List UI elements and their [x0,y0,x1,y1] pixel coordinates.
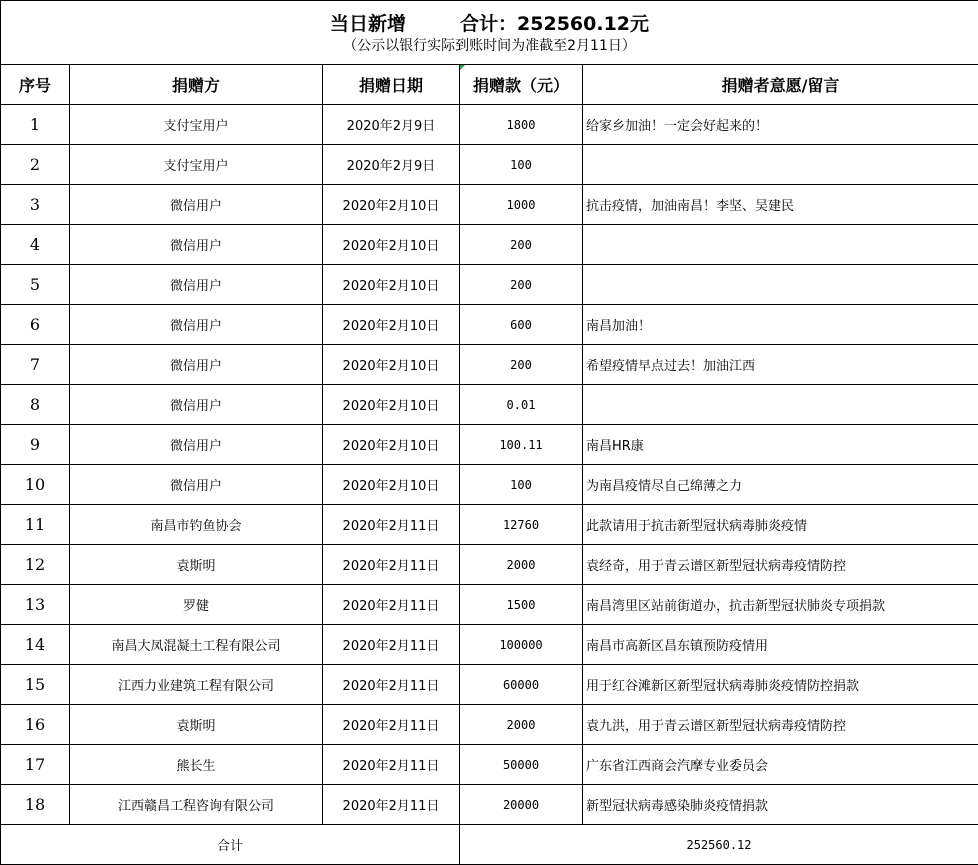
cell-message: 希望疫情早点过去！加油江西 [583,345,978,385]
cell-message: 袁经奇，用于青云谱区新型冠状病毒疫情防控 [583,545,978,585]
total-label: 合计 [1,825,460,865]
cell-donor: 微信用户 [70,305,323,345]
cell-donor: 微信用户 [70,185,323,225]
table-row [1,585,978,625]
cell-amount: 1800 [460,105,583,145]
header-donor: 捐赠方 [70,65,323,105]
cell-donor: 袁斯明 [70,705,323,745]
cell-date: 2020年2月10日 [323,465,460,505]
cell-seq: 1 [1,105,70,145]
header-message: 捐赠者意愿/留言 [583,65,978,105]
cell-date: 2020年2月10日 [323,185,460,225]
cell-date: 2020年2月10日 [323,385,460,425]
cell-amount: 60000 [460,665,583,705]
header-seq: 序号 [1,65,70,105]
cell-date: 2020年2月11日 [323,665,460,705]
cell-date: 2020年2月11日 [323,545,460,585]
cell-seq: 12 [1,545,70,585]
cell-donor: 南昌市钓鱼协会 [70,505,323,545]
cell-date: 2020年2月10日 [323,425,460,465]
cell-donor: 微信用户 [70,425,323,465]
cell-seq: 5 [1,265,70,305]
table-row [1,105,978,145]
cell-date: 2020年2月10日 [323,265,460,305]
cell-message: 广东省江西商会汽摩专业委员会 [583,745,978,785]
cell-seq: 16 [1,705,70,745]
cell-amount: 600 [460,305,583,345]
cell-seq: 15 [1,665,70,705]
title-label: 当日新增 [330,12,407,35]
page-title [1,11,978,37]
cell-amount: 100.11 [460,425,583,465]
table-row [1,545,978,585]
cell-message [583,225,978,265]
cell-message: 南昌加油！ [583,305,978,345]
table-row [1,225,978,265]
table-row [1,345,978,385]
table-row [1,665,978,705]
cell-message: 南昌市高新区昌东镇预防疫情用 [583,625,978,665]
cell-date: 2020年2月11日 [323,745,460,785]
cell-date: 2020年2月10日 [323,225,460,265]
cell-donor: 南昌大凤混凝土工程有限公司 [70,625,323,665]
total-row [1,825,978,865]
table-row [1,505,978,545]
cell-message: 此款请用于抗击新型冠状病毒肺炎疫情 [583,505,978,545]
table-row [1,145,978,185]
table-row [1,465,978,505]
cell-message: 南昌HR康 [583,425,978,465]
title-cell [1,1,978,65]
cell-donor: 支付宝用户 [70,145,323,185]
table-row [1,425,978,465]
title-total-label: 合计： [460,12,518,35]
cell-donor: 微信用户 [70,465,323,505]
cell-message [583,385,978,425]
cell-donor: 支付宝用户 [70,105,323,145]
cell-date: 2020年2月11日 [323,705,460,745]
table-row [1,265,978,305]
cell-amount: 200 [460,225,583,265]
cell-seq: 4 [1,225,70,265]
cell-amount: 2000 [460,705,583,745]
cell-amount: 100 [460,465,583,505]
cell-seq: 7 [1,345,70,385]
cell-seq: 14 [1,625,70,665]
cell-seq: 8 [1,385,70,425]
cell-seq: 13 [1,585,70,625]
cell-message: 用于红谷滩新区新型冠状病毒肺炎疫情防控捐款 [583,665,978,705]
cell-donor: 江西赣昌工程咨询有限公司 [70,785,323,825]
page-subtitle: （公示以银行实际到账时间为准截至2月11日） [343,37,636,54]
cell-seq: 6 [1,305,70,345]
cell-amount: 12760 [460,505,583,545]
cell-date: 2020年2月11日 [323,625,460,665]
table-row [1,625,978,665]
title-total-value: 252560.12元 [517,12,650,35]
cell-date: 2020年2月11日 [323,505,460,545]
cell-date: 2020年2月11日 [323,585,460,625]
cell-donor: 江西力业建筑工程有限公司 [70,665,323,705]
cell-amount: 20000 [460,785,583,825]
table-row [1,705,978,745]
cell-amount: 100000 [460,625,583,665]
cell-date: 2020年2月11日 [323,785,460,825]
cell-seq: 2 [1,145,70,185]
cell-message: 给家乡加油！一定会好起来的！ [583,105,978,145]
cell-date: 2020年2月10日 [323,305,460,345]
cell-message: 袁九洪，用于青云谱区新型冠状病毒疫情防控 [583,705,978,745]
table-row [1,785,978,825]
cell-message [583,145,978,185]
cell-date: 2020年2月9日 [323,145,460,185]
header-row [1,65,978,105]
cell-message [583,265,978,305]
cell-amount: 200 [460,265,583,305]
header-date: 捐赠日期 [323,65,460,105]
cell-date: 2020年2月9日 [323,105,460,145]
cell-amount: 0.01 [460,385,583,425]
cell-amount: 1000 [460,185,583,225]
cell-message: 南昌湾里区站前街道办，抗击新型冠状肺炎专项捐款 [583,585,978,625]
cell-seq: 9 [1,425,70,465]
cell-donor: 熊长生 [70,745,323,785]
table-row [1,305,978,345]
cell-message: 新型冠状病毒感染肺炎疫情捐款 [583,785,978,825]
cell-message: 为南昌疫情尽自己绵薄之力 [583,465,978,505]
cell-amount: 100 [460,145,583,185]
cell-message: 抗击疫情，加油南昌！李坚、吴建民 [583,185,978,225]
cell-donor: 罗健 [70,585,323,625]
cell-donor: 袁斯明 [70,545,323,585]
cell-date: 2020年2月10日 [323,345,460,385]
cell-amount: 1500 [460,585,583,625]
cell-donor: 微信用户 [70,225,323,265]
total-amount: 252560.12 [460,825,978,865]
cell-donor: 微信用户 [70,265,323,305]
header-amount: 捐赠款（元） [460,65,583,105]
cell-seq: 3 [1,185,70,225]
cell-amount: 2000 [460,545,583,585]
table-row [1,185,978,225]
cell-seq: 18 [1,785,70,825]
table-row [1,745,978,785]
cell-amount: 200 [460,345,583,385]
cell-donor: 微信用户 [70,385,323,425]
cell-seq: 10 [1,465,70,505]
cell-amount: 50000 [460,745,583,785]
cell-seq: 11 [1,505,70,545]
cell-donor: 微信用户 [70,345,323,385]
table-row [1,385,978,425]
cell-seq: 17 [1,745,70,785]
